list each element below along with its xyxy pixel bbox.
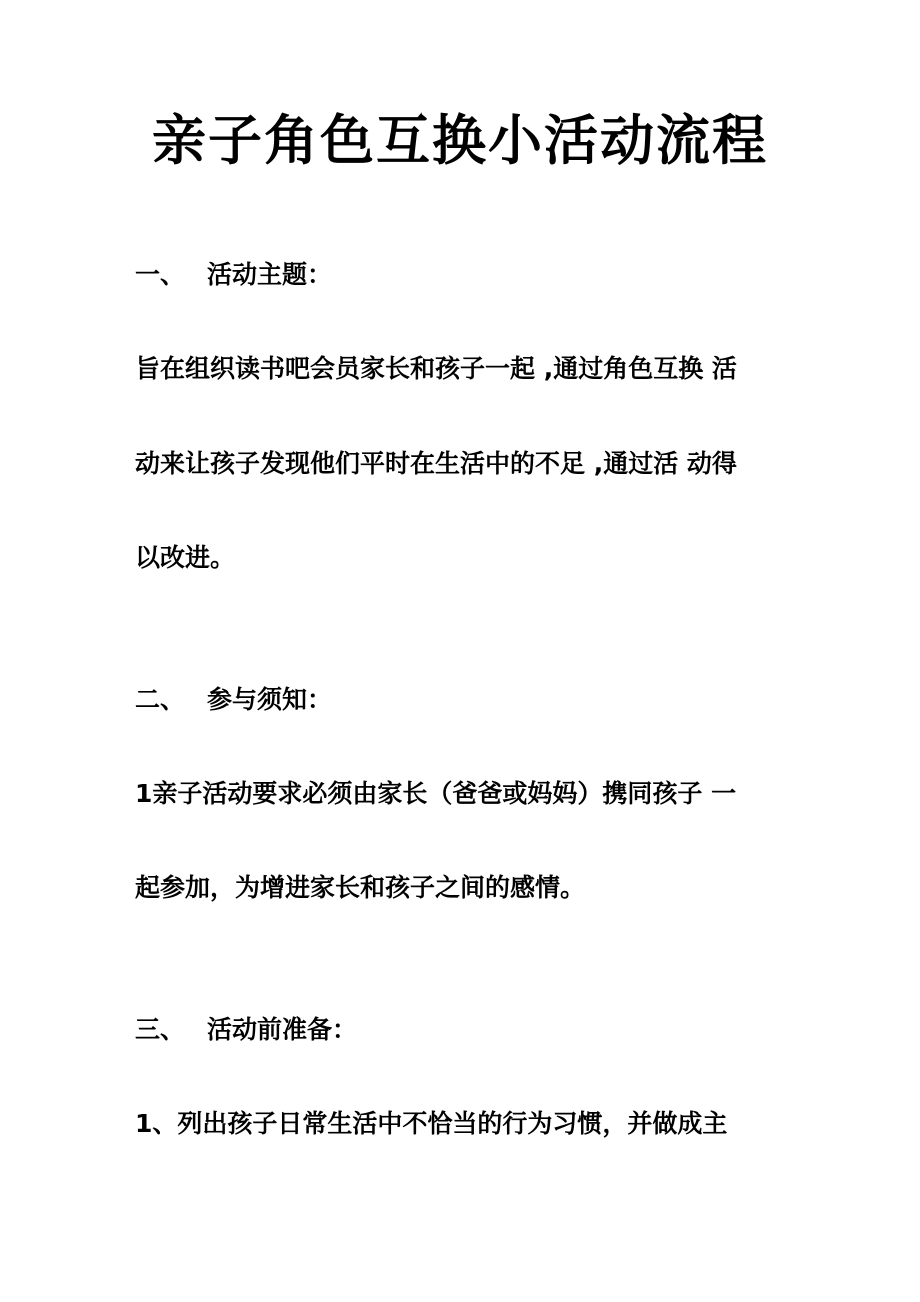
section-heading-notice (135, 683, 332, 717)
paragraph-line: 以改进。 (135, 543, 236, 572)
section-heading-theme (135, 258, 332, 292)
section-number: 二、 (135, 685, 186, 714)
section-title: 活动前准备： (207, 1015, 358, 1044)
section-title: 参与须知： (207, 685, 333, 714)
section-title: 活动主题： (207, 260, 333, 289)
section-number: 三、 (135, 1015, 186, 1044)
paragraph-line: 动来让孩子发现他们平时在生活中的不足 ,通过活 动得 (135, 449, 737, 478)
paragraph-line: 起参加，为增进家长和孩子之间的感情。 (135, 873, 586, 902)
paragraph-line: 旨在组织读书吧会员家长和孩子一起 ,通过角色互换 活 (135, 354, 737, 383)
document-title: 亲子角色互换小活动流程 (152, 109, 768, 172)
paragraph-line: 1亲子活动要求必须由家长（爸爸或妈妈）携同孩子 一 (135, 779, 737, 808)
paragraph-line: 1、列出孩子日常生活中不恰当的行为习惯，并做成主 (135, 1109, 728, 1138)
section-number: 一、 (135, 260, 186, 289)
section-heading-preparation (135, 1013, 357, 1047)
